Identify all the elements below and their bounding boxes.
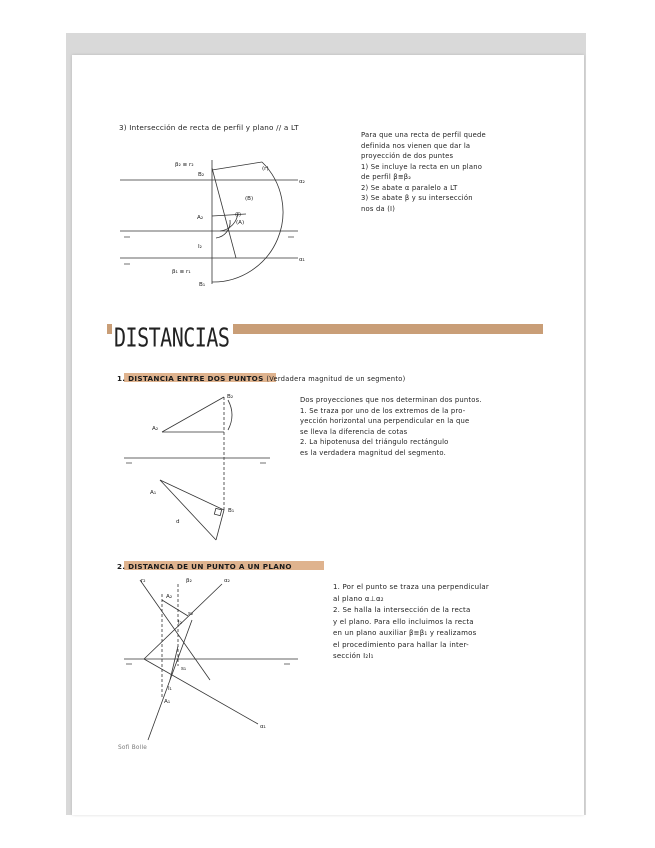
label-beta1: β₁ ≡ r₁ xyxy=(172,269,191,275)
label-alpha2: α₂ xyxy=(299,179,305,185)
section1-subheading: (Verdadera magnitud de un segmento) xyxy=(266,375,406,383)
note-line: 2. Se halla la intersección de la recta xyxy=(333,606,471,615)
note-line: yección horizontal una perpendicular en la que xyxy=(300,417,470,426)
label-a2: A₂ xyxy=(152,426,159,432)
label-a-paren: (A) xyxy=(236,220,245,226)
label-i-paren: (I) xyxy=(235,212,242,218)
note-line: el procedimiento para hallar la inter- xyxy=(333,640,469,649)
note-line: Dos proyecciones que nos determinan dos puntos. xyxy=(300,396,482,404)
label-i1: I₁ xyxy=(168,686,172,692)
note-line: Para que una recta de perfil quede xyxy=(361,131,486,139)
note-line: en un plano auxiliar β≡β₁ y realizamos xyxy=(333,629,477,638)
r2-line xyxy=(140,580,210,680)
alpha1-trace xyxy=(144,659,258,724)
note-line: de perfil β≡β₂ xyxy=(361,173,412,182)
label-b1: B₁ xyxy=(199,282,206,288)
label-beta2: β₂ ≡ r₂ xyxy=(175,162,194,168)
label-b2: B₂ xyxy=(227,394,234,400)
label-a2: A₂ xyxy=(166,594,173,600)
label-s2: s₂ xyxy=(188,611,194,617)
note-line: 3) Se abate β y su intersección xyxy=(361,194,473,203)
note-line: 1. Por el punto se traza una perpendicular xyxy=(333,583,489,591)
section1-number: 1. xyxy=(117,374,126,383)
label-a1: A₁ xyxy=(164,699,171,705)
label-beta2: β₂ xyxy=(186,578,192,584)
note-line: 2. La hipotenusa del triángulo rectángulo xyxy=(300,438,449,447)
label-d: d xyxy=(176,519,180,525)
note-line: al plano α⊥α₂ xyxy=(333,594,384,603)
section1-heading: DISTANCIA ENTRE DOS PUNTOS xyxy=(128,374,264,383)
s2-line xyxy=(162,600,188,616)
section2-number: 2. xyxy=(117,562,126,571)
alpha2-trace xyxy=(144,584,222,659)
section2-heading: DISTANCIA DE UN PUNTO A UN PLANO xyxy=(128,562,292,571)
label-b1: B₁ xyxy=(228,508,235,514)
label-alpha1: α₁ xyxy=(260,724,266,730)
label-r2: r₂ xyxy=(141,578,146,584)
label-s1: s₁ xyxy=(181,666,187,672)
s1-line xyxy=(170,646,178,680)
label-a1: A₁ xyxy=(150,490,157,496)
note-line: nos da (I) xyxy=(361,204,396,213)
note-line: definida nos vienen que dar la xyxy=(361,141,471,150)
label-a2: A₂ xyxy=(197,215,204,221)
label-i2: I₂ xyxy=(198,244,202,250)
note-line: es la verdadera magnitud del segmento. xyxy=(300,448,446,457)
note-line: y el plano. Para ello incluimos la recta xyxy=(333,617,474,626)
label-b2: B₂ xyxy=(198,172,205,178)
label-b-paren: (B) xyxy=(245,196,254,202)
signature: Sofi Bolle xyxy=(118,745,148,751)
note-line: se lleva la diferencia de cotas xyxy=(300,427,408,436)
label-alpha1: α₁ xyxy=(299,257,305,263)
label-i2: I₂ xyxy=(178,620,182,626)
label-alpha2: α₂ xyxy=(224,578,230,584)
section3-heading: 3) Intersección de recta de perfil y plano // a LT xyxy=(119,123,299,132)
note-line: sección I₂I₁ xyxy=(333,652,374,661)
note-line: 1. Se traza por uno de los extremos de la pro- xyxy=(300,406,466,415)
distancias-title: DISTANCIAS xyxy=(112,322,233,353)
note-line: 1) Se incluye la recta en un plano xyxy=(361,162,483,171)
label-r: (r) xyxy=(262,166,269,172)
note-line: proyección de dos puntes xyxy=(361,152,454,161)
note-line: 2) Se abate α paralelo a LT xyxy=(361,183,458,192)
